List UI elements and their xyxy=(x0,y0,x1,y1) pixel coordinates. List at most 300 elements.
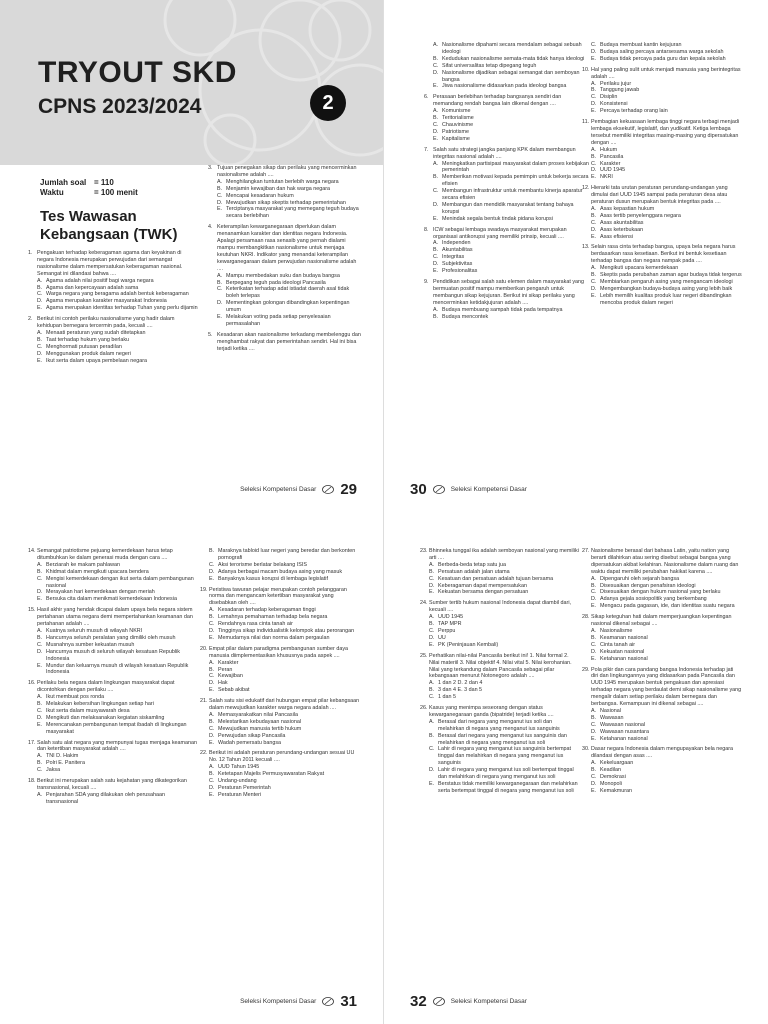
option-letter: B. xyxy=(209,614,215,621)
answer-option xyxy=(591,213,742,220)
option-letter: B. xyxy=(591,153,597,160)
footer-text: Seleksi Kompetensi Dasar xyxy=(450,486,527,493)
answer-option xyxy=(433,42,592,56)
question-text: Berikut ini adalah peraturan perundang-undangan sesuai UU No. 12 Tahun 2011 kecuali .... xyxy=(209,750,355,764)
option-text: Berasal dari negara yang menganut ius soli dan melahirkan di negara yang menganut ius sanguinis xyxy=(438,718,560,732)
option-letter: B. xyxy=(591,212,597,219)
answer-option xyxy=(37,642,198,649)
option-letter: E. xyxy=(217,314,223,321)
answer-option xyxy=(591,147,742,154)
question-stem xyxy=(424,94,592,108)
question-text: Hierarki tata urutan peraturan perundang-undangan yang dimulai dari UUD 1945 sampai pada peraturan desa atau peraturan dusun merupakan bentuk integritas pada .... xyxy=(591,185,728,206)
answer-option xyxy=(591,603,742,610)
question-text: Salah satu sisi edukatif dari hubungan empat pilar kebangsaan dalam mewujudkan karakter warga negara adalah .... xyxy=(209,698,360,712)
question xyxy=(582,244,742,306)
option-letter: D. xyxy=(37,350,43,357)
answer-options xyxy=(582,42,742,63)
option-text: Adanya berbagai macam budaya asing yang masuk xyxy=(218,568,343,575)
option-text: TAP MPR xyxy=(438,621,462,628)
answer-option xyxy=(591,760,742,767)
option-text: Wawasan nusantara xyxy=(600,728,649,735)
option-text: Mengikuti upacara kemerdekaan xyxy=(600,265,679,272)
option-text: UU xyxy=(438,634,446,641)
question xyxy=(200,587,360,642)
answer-options xyxy=(200,607,360,642)
question-number: 19. xyxy=(200,586,208,593)
option-text: Peraturan Menteri xyxy=(218,791,262,798)
option-letter: B. xyxy=(429,621,435,628)
question-text: Salah satu strategi jangka panjang KPK dalam membangun integritas nasional adalah .... xyxy=(433,146,576,160)
answer-option xyxy=(591,781,742,788)
option-letter: D. xyxy=(591,285,597,292)
answer-option xyxy=(37,351,198,358)
option-text: Tanggung jawab xyxy=(600,87,640,94)
option-letter: B. xyxy=(37,760,43,767)
answer-option xyxy=(433,70,592,84)
option-text: Monopoli xyxy=(600,781,622,787)
option-letter: D. xyxy=(37,648,43,655)
question-text: Sikap keteguhan hati dalam memperjuangkan kepentingan nasional dikenal sebagai .... xyxy=(591,614,732,628)
option-letter: A. xyxy=(37,791,43,798)
option-letter: C. xyxy=(429,746,435,753)
option-text: Aksi terorisme berlatar belakang ISIS xyxy=(218,561,307,568)
option-letter: B. xyxy=(209,718,215,725)
answer-option xyxy=(433,268,592,275)
answer-option xyxy=(37,298,198,305)
question-text: Pengakuan terhadap keberagaman agama dan keyakinan di negara Indonesia merupakan perwujudan dari semangat nasionalisme dalam mempersatukan keberagaman nasional. Semangat ini dilandasi bahwa .... xyxy=(37,250,183,277)
answer-option xyxy=(37,576,198,590)
option-text: Asas akuntabilitas xyxy=(600,219,644,226)
answer-option xyxy=(37,344,198,351)
answer-option xyxy=(591,81,742,88)
option-text: Adanya gejala sosiopolitik yang berkembang xyxy=(600,596,707,603)
answer-option xyxy=(433,56,592,63)
answer-option xyxy=(591,206,742,213)
option-letter: A. xyxy=(433,306,439,313)
question-number: 26. xyxy=(420,705,428,712)
answer-option xyxy=(591,722,742,729)
option-letter: B. xyxy=(37,634,43,641)
option-text: Agama merupakan identitas terhadap Tuhan yang perlu dijamin xyxy=(46,305,198,312)
question-number: 25. xyxy=(420,652,428,659)
page-number: 30 xyxy=(410,481,427,498)
answer-options xyxy=(424,108,592,143)
answer-option xyxy=(591,286,742,293)
answer-option xyxy=(429,628,580,635)
question xyxy=(208,224,363,328)
option-letter: E. xyxy=(591,292,597,299)
answer-option xyxy=(209,628,360,635)
page-footer xyxy=(240,481,357,498)
option-letter: B. xyxy=(37,568,43,575)
option-letter: A. xyxy=(209,607,215,614)
option-text: Peran xyxy=(218,666,233,673)
question xyxy=(28,778,198,806)
answer-option xyxy=(209,785,360,792)
option-text: NKRI xyxy=(600,174,613,181)
question-stem xyxy=(208,224,363,272)
answer-option xyxy=(591,108,742,115)
option-text: Perilaku jujur xyxy=(600,80,632,87)
answer-option xyxy=(209,569,360,576)
option-letter: A. xyxy=(37,561,43,568)
option-letter: C. xyxy=(429,694,435,701)
option-text: Komunisme xyxy=(442,108,471,115)
option-letter: B. xyxy=(209,666,215,673)
option-text: Ketetapan Majelis Permusyawaratan Rakyat xyxy=(218,771,325,778)
cover-banner xyxy=(0,0,383,165)
option-text: Ikut serta dalam upaya pembelaan negara xyxy=(46,357,147,364)
answer-option xyxy=(209,726,360,733)
question xyxy=(200,750,360,798)
option-text: Nasionalisme dipahami secara mendalam sebagai sebuah ideologi xyxy=(442,42,582,55)
option-letter: B. xyxy=(591,582,597,589)
question-number: 16. xyxy=(28,680,36,687)
option-letter: C. xyxy=(591,160,597,167)
option-text: Disiplin xyxy=(600,94,618,101)
footer-text: Seleksi Kompetensi Dasar xyxy=(240,998,317,1005)
question-number: 17. xyxy=(28,739,36,746)
answer-option xyxy=(591,656,742,663)
option-letter: B. xyxy=(591,87,597,94)
question-column xyxy=(208,165,363,357)
option-letter: A. xyxy=(433,240,439,247)
option-letter: C. xyxy=(217,192,223,199)
option-letter: A. xyxy=(209,711,215,718)
option-text: Banyaknya kasus korupsi di lembaga legislatif xyxy=(218,575,328,582)
option-letter: D. xyxy=(209,785,215,791)
option-letter: B. xyxy=(433,115,439,122)
option-text: Independen xyxy=(442,240,471,247)
question-text: ICW sebagai lembaga swadaya masyarakat merupakan organisasi antikorupsi yang memiliki prinsip, kecuali .... xyxy=(433,226,567,240)
question xyxy=(420,705,580,795)
pen-icon xyxy=(322,997,334,1006)
answer-option xyxy=(429,680,580,687)
answer-option xyxy=(591,49,742,56)
option-text: Karakter xyxy=(218,659,239,666)
option-letter: D. xyxy=(37,589,43,596)
option-text: Polri E. Panitera xyxy=(46,760,85,767)
answer-option xyxy=(429,562,580,569)
answer-option xyxy=(209,621,360,628)
question-text: Pembagian kekuasaan lembaga tinggi negara terbagi menjadi lembaga eksekutif, legislatif, dan yudikatif. Ketiga lembaga tersebut memiliki integritas masing-masing yang dipersatukan dengan .... xyxy=(591,119,740,146)
option-text: Warga negara yang beragama adalah bentuk keberagaman xyxy=(46,291,189,298)
question xyxy=(420,548,580,596)
question-stem xyxy=(208,165,363,179)
question xyxy=(420,653,580,701)
option-text: Berpegang teguh pada ideologi Pancasila xyxy=(226,279,326,286)
option-text: Nasionalisme dijadikan sebagai semangat dan semboyan bangsa xyxy=(442,69,580,83)
answer-option xyxy=(217,286,363,300)
option-letter: E. xyxy=(429,589,435,596)
answer-option xyxy=(429,614,580,621)
answer-option xyxy=(37,337,198,344)
question-number: 5. xyxy=(208,331,213,338)
answer-option xyxy=(37,715,198,722)
option-letter: E. xyxy=(217,206,223,213)
question-text: Hal yang paling sulit untuk menjadi manusia yang berintegritas adalah .... xyxy=(591,66,741,80)
option-text: UUD 1945 xyxy=(600,167,626,174)
answer-option xyxy=(209,576,360,583)
answer-option xyxy=(209,771,360,778)
question-text: Tujuan penegakan sikap dan perilaku yang mencerminkan nasionalisme adalah .... xyxy=(217,165,357,178)
question xyxy=(28,250,198,312)
question-text: Peristiwa tawuran pelajar merupakan contoh pelanggaran norma dan mengancam ketertiban masyarakat yang disebabkan oleh .... xyxy=(209,586,347,607)
answer-options xyxy=(28,792,198,806)
option-letter: B. xyxy=(433,174,439,181)
option-text: Sebab akibat xyxy=(218,687,250,694)
option-text: 1 dan 5 xyxy=(438,694,456,701)
answer-option xyxy=(217,186,363,193)
option-text: Hukum xyxy=(600,146,618,153)
option-text: Lemahnya pemahaman terhadap bela negara xyxy=(218,614,328,621)
option-text: Berziarah ke makam pahlawan xyxy=(46,561,121,568)
question xyxy=(424,94,592,142)
option-letter: D. xyxy=(209,627,215,634)
option-text: Budaya tidak percaya pada guru dan kepala sekolah xyxy=(600,55,726,62)
question-number: 12. xyxy=(582,185,590,192)
option-text: Agama dan kepercayaan adalah sama xyxy=(46,284,139,291)
option-text: Mengisi kemerdekaan dengan ikut serta dalam pembangunan nasional xyxy=(46,575,194,589)
option-text: Keterikatan terhadap adat istiadat daerah asal tidak boleh terlepas xyxy=(226,286,350,300)
question xyxy=(200,548,360,583)
option-letter: B. xyxy=(591,634,597,641)
answer-option xyxy=(433,188,592,202)
question-text: Berikut ini contoh perilaku nasionalisme yang hadir dalam kehidupan bernegara tercermin pada, kecuali .... xyxy=(37,316,175,330)
answer-option xyxy=(433,216,592,223)
question-stem xyxy=(200,750,360,764)
question-number: 9. xyxy=(424,279,429,285)
option-text: Maraknya tabloid luar negeri yang beredar dan berkonten pornografi xyxy=(218,548,356,561)
option-text: Keadilan xyxy=(600,767,621,774)
option-text: Asas efisiensi xyxy=(600,233,633,240)
option-text: Budaya membuang sampah tidak pada tempatnya xyxy=(442,306,563,313)
option-text: Subjektivitas xyxy=(442,261,473,268)
option-text: Tingginya sikap individualistik kelompok atau perorangan xyxy=(218,627,355,634)
answer-option xyxy=(591,167,742,174)
option-letter: A. xyxy=(433,160,439,167)
option-text: Cinta tanah air xyxy=(600,641,636,648)
question xyxy=(28,548,198,603)
answer-option xyxy=(591,708,742,715)
option-letter: D. xyxy=(591,226,597,233)
option-letter: B. xyxy=(209,771,215,778)
question-text: Kesadaran akan nasionalisme terkadang membelenggu dan menghambat rakyat dan pemerintahan sendiri. Hal ini bisa terjadi ketika .... xyxy=(217,331,361,352)
option-text: Kuatnya seluruh musuh di wilayah NKRI xyxy=(46,627,143,634)
jumlah-soal-value: = 110 xyxy=(94,178,114,187)
question-number: 4. xyxy=(208,224,213,231)
question xyxy=(582,42,742,63)
question-text: Nasionalisme berasal dari bahasa Latin, yaitu nation yang berarti dilahirkan atau sering disebut sebagai bangsa yang dipersatukan akibat kelahiran. Nasionalisme dalam ruang dan waktu dapat memiliki perubahan hakikat karena .... xyxy=(591,548,739,575)
question xyxy=(28,680,198,735)
question xyxy=(424,227,592,275)
question-stem xyxy=(424,147,592,161)
option-letter: E. xyxy=(37,596,43,603)
option-text: Membiarkan pengaruh asing yang mengancam ideologi xyxy=(600,279,733,285)
option-letter: A. xyxy=(591,265,597,272)
option-letter: A. xyxy=(209,764,215,771)
option-text: Budaya mencontek xyxy=(442,313,489,320)
question-number: 2. xyxy=(28,316,33,323)
option-letter: A. xyxy=(37,329,43,336)
question-number: 30. xyxy=(582,746,590,753)
answer-option xyxy=(429,635,580,642)
option-text: Lahir di negara yang menganut ius sanguinis bertempat tinggal dan melahirkan di negara yang menganut ius sanguinis xyxy=(438,746,572,767)
option-text: UUD 1945 xyxy=(438,614,464,621)
answer-option xyxy=(591,174,742,181)
option-letter: B. xyxy=(433,313,439,320)
option-letter: A. xyxy=(591,80,597,87)
option-letter: E. xyxy=(433,135,439,142)
option-text: Terciptanya masyarakat yang memegang teguh budaya secara berlebihan xyxy=(226,206,359,220)
option-text: Kemakmuran xyxy=(600,787,633,794)
answer-options xyxy=(420,562,580,597)
answer-option xyxy=(209,778,360,785)
answer-option xyxy=(429,781,580,795)
question xyxy=(582,67,742,115)
option-letter: C. xyxy=(429,627,435,634)
option-letter: D. xyxy=(591,781,597,787)
page-32 xyxy=(384,512,768,1024)
option-text: Melestarikan kebudayaan nasional xyxy=(218,718,302,725)
option-letter: A. xyxy=(37,277,43,284)
option-letter: C. xyxy=(209,621,215,628)
page-29 xyxy=(0,0,384,512)
option-text: Patriotisme xyxy=(442,128,469,135)
answer-option xyxy=(433,314,592,321)
answer-option xyxy=(209,719,360,726)
question xyxy=(28,316,198,364)
answer-option xyxy=(209,712,360,719)
answer-options xyxy=(582,147,742,182)
option-letter: E. xyxy=(591,174,597,181)
section-title xyxy=(40,208,178,244)
question-stem xyxy=(582,614,742,628)
option-letter: E. xyxy=(209,791,215,798)
option-text: Kekuatan nasional xyxy=(600,648,645,655)
option-letter: C. xyxy=(37,707,43,714)
answer-option xyxy=(591,576,742,583)
answer-option xyxy=(37,358,198,365)
option-text: Menaati peraturan yang sudah ditetapkan xyxy=(46,329,146,336)
option-letter: B. xyxy=(217,279,223,286)
option-letter: C. xyxy=(209,561,215,568)
jumlah-soal-label: Jumlah soal xyxy=(40,178,87,187)
answer-options xyxy=(582,81,742,116)
answer-options xyxy=(200,764,360,799)
option-text: Profesionalitas xyxy=(442,268,478,275)
answer-option xyxy=(591,715,742,722)
option-letter: A. xyxy=(591,205,597,212)
waktu-value: = 100 menit xyxy=(94,188,138,197)
option-letter: A. xyxy=(37,627,43,634)
question xyxy=(582,119,742,181)
option-text: Melakukan kebersihan lingkungan setiap hari xyxy=(46,701,154,708)
answer-option xyxy=(429,621,580,628)
answer-option xyxy=(209,667,360,674)
option-text: Disesuaikan dengan hukum nasional yang berlaku xyxy=(600,589,721,596)
answer-option xyxy=(433,307,592,314)
answer-option xyxy=(591,94,742,101)
answer-options xyxy=(582,628,742,663)
answer-option xyxy=(37,562,198,569)
answer-option xyxy=(429,576,580,583)
question xyxy=(200,646,360,694)
answer-options xyxy=(208,179,363,220)
option-text: Melakukan voting pada setiap penyelesaian permasalahan xyxy=(226,314,331,327)
option-letter: C. xyxy=(209,725,215,732)
question-text: Pendidikan sebagai salah satu elemen dalam masyarakat yang bermuatan positif mampu memberikan pengaruh untuk membangun sikap kejujuran. Berikut ini sikap perilaku yang mencerminkan ketidakjujuran adalah .... xyxy=(433,279,585,306)
answer-option xyxy=(209,673,360,680)
option-text: Asas keterbukaan xyxy=(600,226,644,233)
question xyxy=(582,614,742,662)
answer-option xyxy=(429,569,580,576)
option-text: Budaya saling percaya antarsesama warga sekolah xyxy=(600,48,724,55)
answer-option xyxy=(591,220,742,227)
page-number: 29 xyxy=(340,481,357,498)
answer-option xyxy=(429,687,580,694)
answer-option xyxy=(217,206,363,220)
option-letter: B. xyxy=(591,767,597,774)
answer-option xyxy=(429,583,580,590)
answer-option xyxy=(217,314,363,328)
answer-options xyxy=(424,42,592,90)
option-text: Merencanakan pembangunan tempat ibadah di lingkungan masyarakat xyxy=(46,721,187,735)
option-text: Sifat universalitas tetap dipegang teguh xyxy=(442,62,537,69)
option-text: Penjarahan SDA yang dilakukan oleh perusahaan transnasional xyxy=(46,791,165,805)
answer-option xyxy=(591,161,742,168)
page-number: 31 xyxy=(340,993,357,1010)
answer-option xyxy=(37,694,198,701)
option-text: Wawasan xyxy=(600,714,624,721)
section-title-line-2: Kebangsaan (TWK) xyxy=(40,226,178,243)
answer-option xyxy=(591,56,742,63)
option-text: Jaksa xyxy=(46,767,61,774)
answer-option xyxy=(591,293,742,307)
option-text: 1 dan 2 D. 2 dan 4 xyxy=(438,680,483,687)
question-stem xyxy=(28,607,198,628)
pen-icon xyxy=(322,485,334,494)
option-text: Konsistensi xyxy=(600,101,628,108)
question-stem xyxy=(28,548,198,562)
option-text: Keamanan nasional xyxy=(600,634,648,641)
question-stem xyxy=(424,227,592,241)
answer-option xyxy=(591,642,742,649)
question-number: 14. xyxy=(28,548,36,554)
answer-option xyxy=(433,247,592,254)
question-text: Sumber tertib hukum nasional Indonesia dapat diambil dari, kecuali .... xyxy=(429,600,572,614)
option-text: Dipengaruhi oleh sejarah bangsa xyxy=(600,575,680,582)
answer-option xyxy=(429,694,580,701)
answer-option xyxy=(433,129,592,136)
answer-option xyxy=(591,101,742,108)
question-number: 1. xyxy=(28,250,33,256)
answer-option xyxy=(591,788,742,795)
answer-option xyxy=(433,261,592,268)
answer-options xyxy=(582,760,742,795)
cover-subtitle: CPNS 2023/2024 xyxy=(38,95,202,118)
question-stem xyxy=(28,250,198,278)
option-text: Ikut membuat pos ronda xyxy=(46,694,105,701)
option-text: Pancasila xyxy=(600,153,624,160)
option-text: Bersuka cita dalam menikmati kemerdekaan Indonesia xyxy=(46,596,177,603)
question-column xyxy=(420,548,580,799)
answer-options xyxy=(200,548,360,583)
question-stem xyxy=(582,667,742,708)
option-text: Mengacu pada gagasan, ide, dan identitas suatu negara xyxy=(600,603,735,610)
option-letter: D. xyxy=(433,261,439,268)
answer-option xyxy=(217,273,363,280)
